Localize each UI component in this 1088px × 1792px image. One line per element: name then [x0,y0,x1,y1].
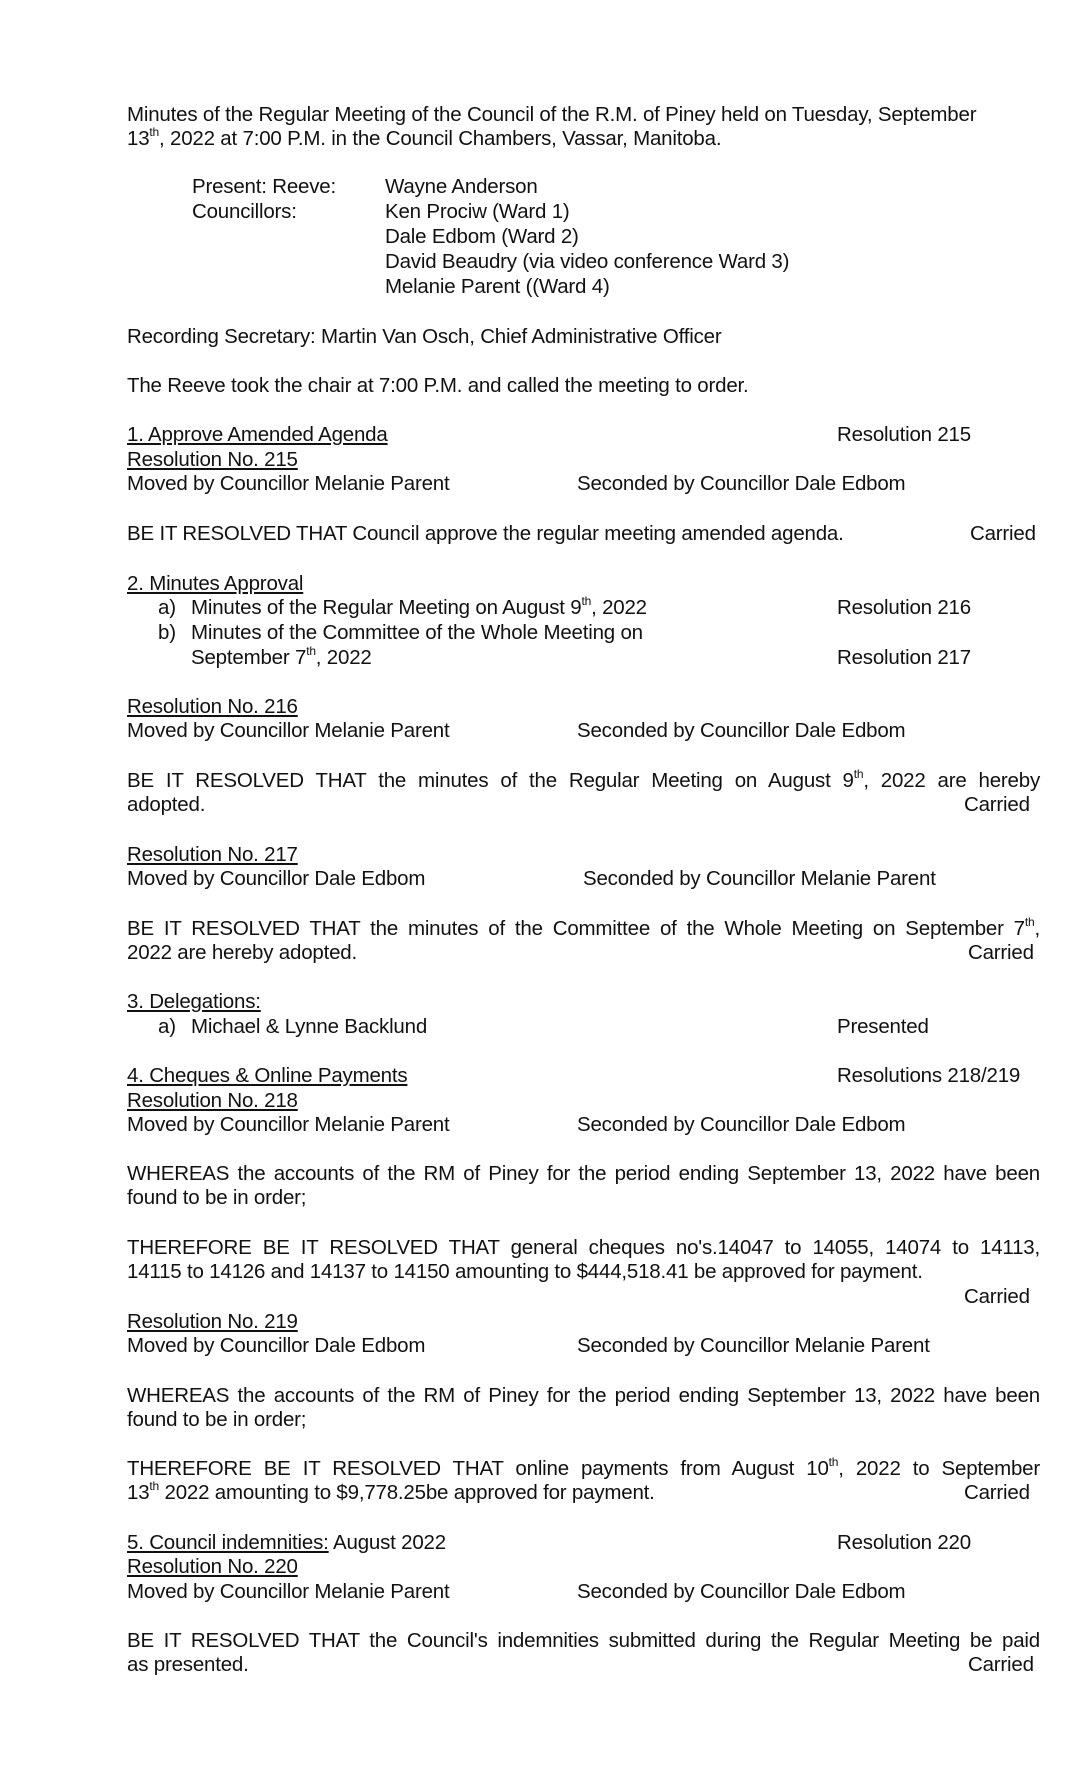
res219-suffix: th [828,1455,839,1470]
councillor-4: Melanie Parent ((Ward 4) [385,275,610,298]
resolution-218-therefore-2: 14115 to 14126 and 14137 to 14150 amounting to $444,518.41 be approved for payment. [127,1260,923,1283]
res219-day-suffix: th [149,1479,160,1494]
councillor-2: Dale Edbom (Ward 2) [385,225,579,248]
resolution-216-number: Resolution No. 216 [127,695,298,718]
res217-text-end: , [1034,917,1040,940]
res217-text: BE IT RESOLVED THAT the minutes of the Committee of the Whole Meeting on September 7 [127,917,1025,940]
resolution-220-line-2: as presented. [127,1653,249,1676]
res219-text-end: , 2022 to September [838,1457,1040,1480]
resolution-215-status: Carried [970,522,1036,545]
res216-text: BE IT RESOLVED THAT the minutes of the Regular Meeting on August 9 [127,769,854,792]
resolution-219-therefore-2 [127,1481,655,1505]
item-b-year: , 2022 [315,646,372,669]
resolution-217-line-1 [127,917,1040,941]
call-to-order: The Reeve took the chair at 7:00 P.M. and called the meeting to order. [127,374,749,397]
res219-amount: 2022 amounting to $9,778.25be approved for payment. [159,1481,655,1504]
resolution-217-seconded: Seconded by Councillor Melanie Parent [583,867,936,890]
resolution-220-status: Carried [968,1653,1034,1676]
intro-line-1: Minutes of the Regular Meeting of the Council of the R.M. of Piney held on Tuesday, September [127,103,977,126]
intro-line-2 [127,127,721,151]
res217-suffix: th [1024,915,1035,930]
present-label: Present: Reeve: [192,175,336,198]
section-3-item-a-label: a) [158,1015,176,1038]
section-3-status: Presented [837,1015,929,1038]
section-4-heading: 4. Cheques & Online Payments [127,1064,408,1087]
section-5-heading-period: August 2022 [328,1531,446,1554]
item-b-text: September 7 [191,646,307,669]
res219-text: THEREFORE BE IT RESOLVED THAT online payments from August 10 [127,1457,829,1480]
section-5-heading-title: 5. Council indemnities: [127,1531,329,1554]
resolution-219-therefore-1 [127,1457,1040,1481]
item-b-suffix: th [306,644,316,659]
section-2-item-b-label: b) [158,621,176,644]
resolution-215-number: Resolution No. 215 [127,448,298,471]
resolution-219-number: Resolution No. 219 [127,1310,298,1333]
resolution-216-line-2: adopted. [127,793,206,816]
item-a-text: Minutes of the Regular Meeting on August 9 [191,596,582,619]
resolution-220-line-1: BE IT RESOLVED THAT the Council's indemnities submitted during the Regular Meeting be paid [127,1629,1040,1652]
resolution-219-whereas-1: WHEREAS the accounts of the RM of Piney for the period ending September 13, 2022 have been [127,1384,1040,1407]
section-2-heading: 2. Minutes Approval [127,572,304,595]
section-5-heading [127,1531,446,1555]
resolution-218-number: Resolution No. 218 [127,1089,298,1112]
resolution-217-number: Resolution No. 217 [127,843,298,866]
resolution-216-seconded: Seconded by Councillor Dale Edbom [577,719,906,742]
resolution-218-seconded: Seconded by Councillor Dale Edbom [577,1113,906,1136]
item-a-year: , 2022 [591,596,647,619]
section-4-resolution-ref: Resolutions 218/219 [837,1064,1021,1087]
resolution-216-status: Carried [964,793,1030,816]
resolution-216-line-1 [127,769,1040,793]
section-1-resolution-ref: Resolution 215 [837,423,971,446]
resolution-215-moved: Moved by Councillor Melanie Parent [127,472,450,495]
resolution-217-moved: Moved by Councillor Dale Edbom [127,867,426,890]
recording-secretary: Recording Secretary: Martin Van Osch, Chief Administrative Officer [127,325,722,348]
res216-suffix: th [853,767,864,782]
resolution-220-moved: Moved by Councillor Melanie Parent [127,1580,450,1603]
res219-day: 13 [127,1481,150,1504]
res216-text-end: , 2022 are hereby [863,769,1041,792]
resolution-219-whereas-2: found to be in order; [127,1408,307,1431]
resolution-217-status: Carried [968,941,1034,964]
resolution-218-status: Carried [964,1285,1030,1308]
resolution-215-seconded: Seconded by Councillor Dale Edbom [577,472,906,495]
resolution-217-line-2: 2022 are hereby adopted. [127,941,357,964]
intro-day-suffix: th [149,125,160,140]
councillors-label: Councillors: [192,200,297,223]
resolution-218-whereas-1: WHEREAS the accounts of the RM of Piney for the period ending September 13, 2022 have been [127,1162,1040,1185]
section-5-resolution-ref: Resolution 220 [837,1531,971,1554]
resolution-219-seconded: Seconded by Councillor Melanie Parent [577,1334,930,1357]
resolution-219-status: Carried [964,1481,1030,1504]
resolution-220-seconded: Seconded by Councillor Dale Edbom [577,1580,906,1603]
resolution-218-moved: Moved by Councillor Melanie Parent [127,1113,450,1136]
resolution-218-therefore-1: THEREFORE BE IT RESOLVED THAT general cheques no's.14047 to 14055, 14074 to 14113, [127,1236,1040,1259]
reeve-name: Wayne Anderson [385,175,538,198]
section-3-item-a: Michael & Lynne Backlund [191,1015,428,1038]
resolution-218-whereas-2: found to be in order; [127,1186,307,1209]
councillor-3: David Beaudry (via video conference Ward 3) [385,250,790,273]
section-2-item-b-line-1: Minutes of the Committee of the Whole Meeting on [191,621,643,644]
section-2-item-b-line-2 [191,646,372,670]
intro-day: 13 [127,127,150,150]
section-3-heading: 3. Delegations: [127,990,261,1013]
section-2-item-a-ref: Resolution 216 [837,596,971,619]
resolution-220-number: Resolution No. 220 [127,1555,298,1578]
resolution-215-text: BE IT RESOLVED THAT Council approve the regular meeting amended agenda. [127,522,844,545]
intro-rest: , 2022 at 7:00 P.M. in the Council Chambers, Vassar, Manitoba. [159,127,722,150]
resolution-219-moved: Moved by Councillor Dale Edbom [127,1334,426,1357]
section-2-item-a [191,596,647,620]
councillor-1: Ken Prociw (Ward 1) [385,200,570,223]
item-a-suffix: th [581,594,592,609]
section-1-heading: 1. Approve Amended Agenda [127,423,388,446]
section-2-item-b-ref: Resolution 217 [837,646,971,669]
section-2-item-a-label: a) [158,596,176,619]
resolution-216-moved: Moved by Councillor Melanie Parent [127,719,450,742]
